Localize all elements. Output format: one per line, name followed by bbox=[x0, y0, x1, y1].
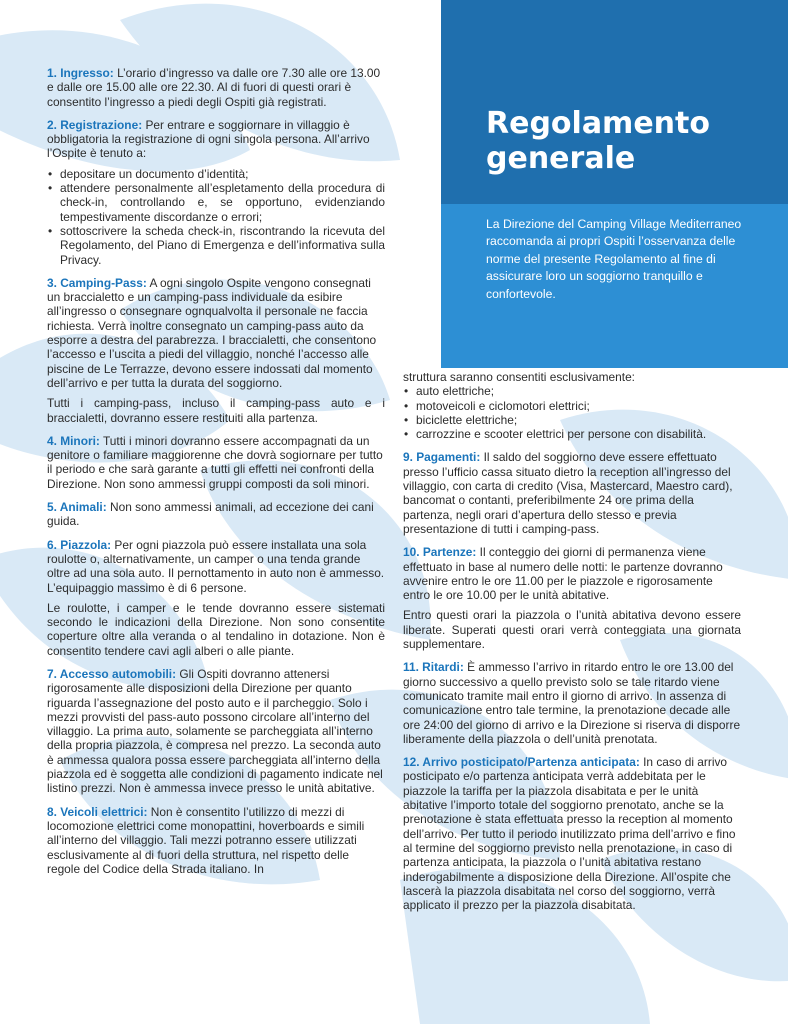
section-veicoli-elettrici-continued bbox=[403, 370, 741, 441]
section-registrazione bbox=[47, 118, 385, 267]
section-partenze bbox=[403, 545, 741, 651]
section-minori bbox=[47, 434, 385, 491]
section-heading: 1. Ingresso: bbox=[47, 66, 114, 80]
list-item: • sottoscrivere la scheda check-in, riscontrando la ricevuta del Regolamento, del Piano di Emergenza e dell’informativa sulla Privacy. bbox=[47, 224, 385, 267]
list-item: • attendere personalmente all’espletamento della procedura di check-in, controllando e, se opportuno, evidenziando tempestivamente discordanze o errori; bbox=[47, 181, 385, 224]
section-piazzola bbox=[47, 538, 385, 658]
section-text: Per ogni piazzola può essere installata una sola roulotte o, alternativamente, un camper o una tenda grande oltre ad una sola auto. Il pernottamento in auto non è ammesso. L’equipaggio massimo è di 6 persone. bbox=[47, 537, 385, 595]
page-title: Regolamento generale bbox=[486, 106, 710, 176]
list-item: • auto elettriche; bbox=[403, 384, 741, 398]
section-heading: 3. Camping-Pass: bbox=[47, 275, 147, 290]
section-animali bbox=[47, 500, 385, 529]
section-heading: 8. Veicoli elettrici: bbox=[47, 804, 148, 819]
section-text: In caso di arrivo posticipato e/o partenza anticipata verrà addebitata per le piazzole la tariffa per la piazzola disabitata e per le unità abitative l’importo totale del soggiorno prenotato, anche se la prenotazione è stata effettuata presso la reception al momento dell’arrivo. Per tutto il periodo inutilizzato prima dell’arrivo e fino al termine del soggiorno previsto nella prenotazione, in caso di partenza anticipata, la piazzola o l’unità abitativa restano inderogabilmente a disposizione della Direzione. All’ospite che lascerà la piazzola disabitata nel corso del soggiorno, verrà applicato il prezzo per la piazzola disabitata. bbox=[403, 755, 736, 913]
section-text: È ammesso l’arrivo in ritardo entro le ore 13.00 del giorno successivo a quello previsto solo se tale ritardo viene comunicato tramite mail entro il giorno di arrivo. In assenza di comunicazione entro tale termine, la prenotazione decade alle ore 24:00 del giorno di arrivo e la Direzione si riserva di disporre liberamente della piazzola o dell’unità prenotata. bbox=[403, 660, 741, 746]
section-accesso-automobili bbox=[47, 667, 385, 796]
section-text: Gli Ospiti dovranno attenersi rigorosamente alle disposizioni della Direzione per quanto riguarda l’assegnazione del posto auto e il parcheggio. Solo i mezzi provvisti del pass-auto possono circolare all’interno del villaggio. La prima auto, solamente se parcheggiata all’interno della propria piazzola, è compresa nel prezzo. La seconda auto è ammessa qualora possa essere parcheggiata all’interno della piazzola ed è soggetta alle condizioni di pagamento indicate nel listino prezzi. Non è ammessa invece presso le unità abitative. bbox=[47, 666, 383, 796]
section-heading: 10. Partenze: bbox=[403, 545, 477, 560]
right-column bbox=[403, 370, 741, 921]
section-text: Tutti i minori dovranno essere accompagnati da un genitore o familiare maggiorenne che dovrà sogiornare per tutto il periodo e che sarà garante a tutti gli effetti nei confronti della Direzione. Non sono ammessi gruppi composti da soli minori. bbox=[47, 433, 383, 491]
section-text: Il saldo del soggiorno deve essere effettuato presso l’ufficio cassa situato dietro la reception all’ingresso del villaggio, con carta di credito (Visa, Mastercard, Maestro card), bancomat o contanti, preferibilmente 24 ore prima della partenza, negli orari d’apertura dello stesso e previa presentazione di tutti i camping-pass. bbox=[403, 450, 733, 536]
section-heading: 12. Arrivo posticipato/Partenza anticipata: bbox=[403, 755, 640, 770]
section-text: Non è consentito l’utilizzo di mezzi di locomozione elettrici come monopattini, hoverboards e simili all’interno del villaggio. Tali mezzi potranno essere utilizzati esclusivamente al di fuori della struttura, nel rispetto delle regole del Codice della Strada italiano. In bbox=[47, 804, 365, 876]
left-column bbox=[47, 66, 385, 885]
section-heading: 6. Piazzola: bbox=[47, 537, 112, 552]
list-item: • depositare un documento d’identità; bbox=[47, 167, 385, 181]
section-ingresso bbox=[47, 66, 385, 109]
section-veicoli-elettrici bbox=[47, 805, 385, 876]
list-item: • carrozzine e scooter elettrici per persone con disabilità. bbox=[403, 427, 741, 441]
section-heading: 4. Minori: bbox=[47, 433, 100, 448]
section-camping-pass bbox=[47, 276, 385, 425]
list-item: • motoveicoli e ciclomotori elettrici; bbox=[403, 399, 741, 413]
section-heading: 7. Accesso automobili: bbox=[47, 666, 177, 681]
section-heading: 9. Pagamenti: bbox=[403, 450, 481, 465]
section-paragraph-2: Entro questi orari la piazzola o l’unità abitativa devono essere liberate. Superati questi orari verrà conteggiata una giornata supplementare. bbox=[403, 608, 741, 652]
list-item: • biciclette elettriche; bbox=[403, 413, 741, 427]
section-ritardi bbox=[403, 660, 741, 746]
section-heading: 11. Ritardi: bbox=[403, 660, 464, 675]
section-text: A ogni singolo Ospite vengono consegnati un braccialetto e un camping-pass individuale da esibire all’ingresso o consegnare ognqualvolta il personale ne faccia richiesta. Verrà inoltre consegnato un camping-pass auto da esporre a destra del parabrezza. I braccialetti, che consentono l’accesso e l’uscita a piedi del villaggio, nonché l’accesso alle piscine de Le Terrazze, devono essere indossati dal momento dell’arrivo e per tutta la durata del soggiorno. bbox=[47, 275, 377, 390]
bullet-list bbox=[47, 167, 385, 267]
bullet-list bbox=[403, 384, 741, 441]
section-arrivo-posticipato bbox=[403, 755, 741, 912]
section-continuation: struttura saranno consentiti esclusivamente: bbox=[403, 370, 635, 384]
section-paragraph-2: Tutti i camping-pass, incluso il camping-pass auto e i braccialetti, dovranno essere restituiti alla partenza. bbox=[47, 396, 385, 425]
section-text: Non sono ammessi animali, ad eccezione dei cani guida. bbox=[47, 500, 374, 529]
section-text: L’orario d’ingresso va dalle ore 7.30 alle ore 13.00 e dalle ore 15.00 alle ore 22.30. Al di fuori di questi orari è consentito l’ingresso a piedi degli Ospiti già registrati. bbox=[47, 66, 381, 109]
intro-text: La Direzione del Camping Village Mediterraneo raccomanda ai propri Ospiti l’osservanza delle norme del presente Regolamento al fine di assicurare loro un soggiorno tranquillo e confortevole. bbox=[486, 217, 742, 301]
section-heading: 2. Registrazione: bbox=[47, 117, 143, 132]
section-text: Il conteggio dei giorni di permanenza viene effettuato in base al numero delle notti: le partenze dovranno avvenire entro le ore 11.00 per le piazzole e rigorosamente entro le ore 10.00 per le unità abitative. bbox=[403, 545, 723, 603]
section-text: Per entrare e soggiornare in villaggio è obbligatoria la registrazione di ogni singola persona. All’arrivo l’Ospite è tenuto a: bbox=[47, 117, 370, 161]
section-heading: 5. Animali: bbox=[47, 500, 107, 515]
section-pagamenti bbox=[403, 450, 741, 536]
section-paragraph-2: Le roulotte, i camper e le tende dovranno essere sistemati secondo le indicazioni della Direzione. Non sono consentite coperture oltre alla veranda o al tendalino in dotazione. Non è consentito tendere cavi agli alberi o alle piante. bbox=[47, 600, 385, 658]
